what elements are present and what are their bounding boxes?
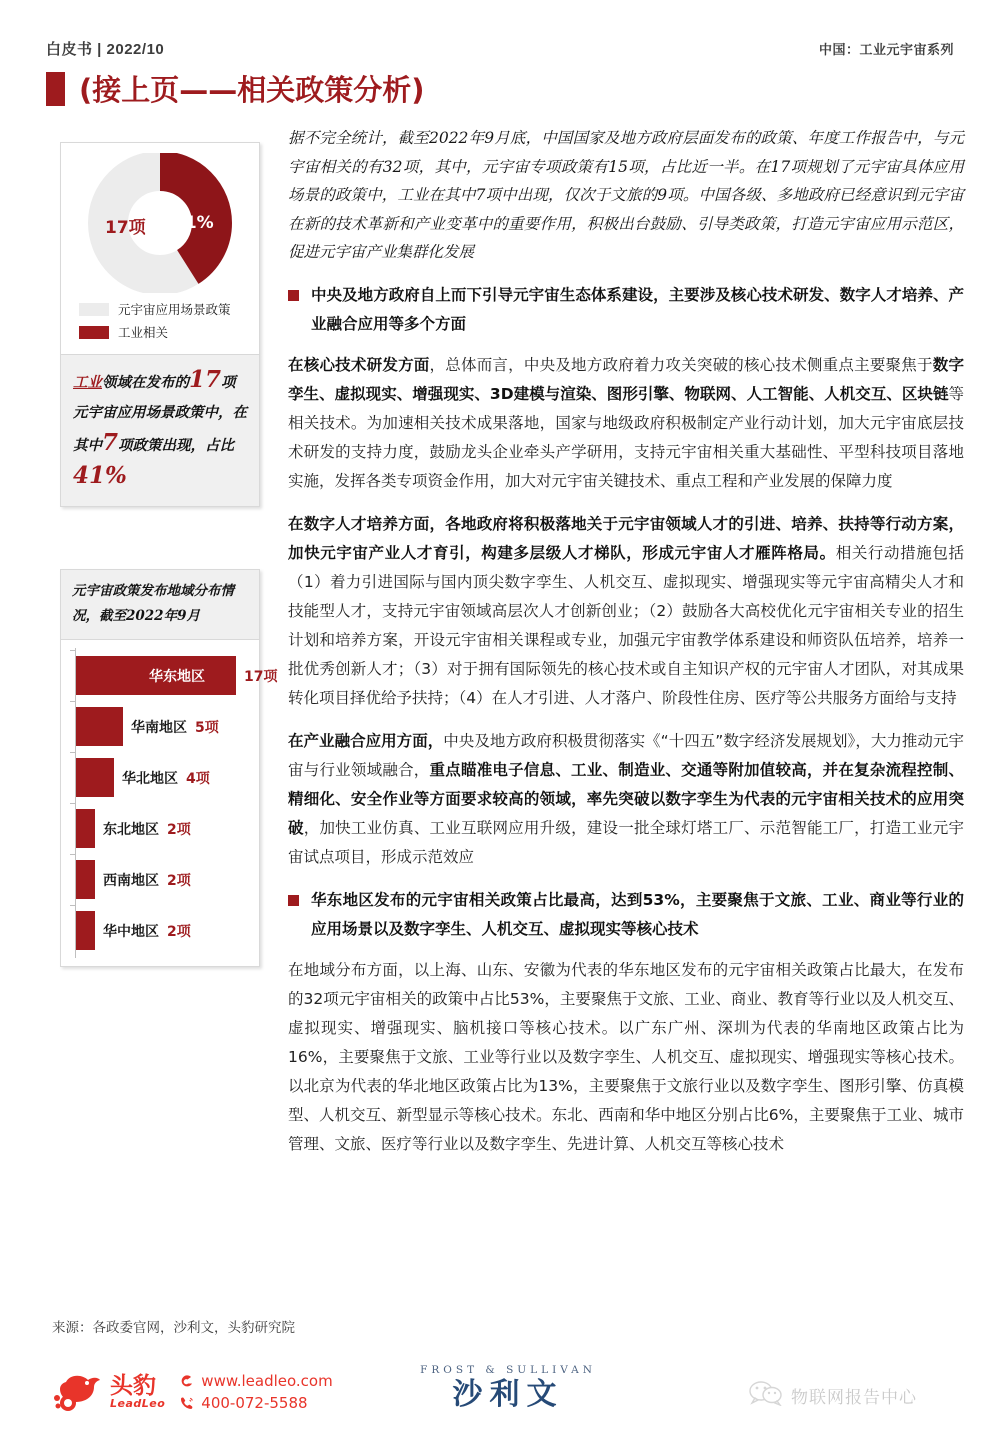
- bar-chart-card: [60, 569, 278, 967]
- legend-swatch-red-icon: [79, 326, 109, 339]
- callout-text-2: 项元宇宙应用场景政策中，在其中: [73, 374, 247, 454]
- donut-chart: [69, 153, 251, 295]
- leadleo-contact: [177, 1370, 332, 1414]
- page-footer: [0, 1360, 1000, 1440]
- leadleo-name: [110, 1372, 166, 1410]
- legend-item-industry: [79, 323, 251, 341]
- phone-icon: [177, 1394, 196, 1413]
- para1-tail: 等相关技术。为加速相关技术成果落地，国家与地级政府积极制定产业行动计划，加大元宇宙底层技术研发的支持力度，鼓励龙头企业牵头产学研用，支持元宇宙相关重大基础性、平型科技项目落地实施，发挥各类专项资金作用，加大对元宇宙关键技术、重点工程和产业发展的保障力度: [288, 384, 964, 490]
- para2-tail: 相关行动措施包括（1）着力引进国际与国内顶尖数字孪生、人机交互、虚拟现实、增强现实等元宇宙高精尖人才和技能型人才，支持元宇宙领域高层次人才创新创业；（2）鼓励各大高校优化元宇宙相关专业的招生计划和培养方案，开设元宇宙相关课程或专业，加强元宇宙教学体系建设和师资队伍培养，培养一批优秀创新人才；（3）对于拥有国际领先的核心技术或自主知识产权的元宇宙人才团队，对其成果转化项目择优给予扶持；（4）在人才引进、人才落户、阶段性住房、医疗等公共服务方面给与支持: [288, 543, 964, 707]
- bar-xinan: [76, 860, 95, 899]
- para1-bold-techlist: 数字孪生、虚拟现实、增强现实、3D建模与渲染、图形引擎、物联网、人工智能、人机交互、区块链: [288, 355, 964, 403]
- para2-bold-lead: 在数字人才培养方面，各地政府将积极落地关于元宇宙领域人才的引进、培养、扶持等行动方案，加快元宇宙产业人才育引，构建多层级人才梯队，形成元宇宙人才雁阵格局。: [288, 514, 964, 562]
- title-bar-marker: [46, 72, 65, 106]
- wechat-account-name: 物联网报告中心: [791, 1388, 917, 1408]
- wechat-icon: [748, 1380, 784, 1411]
- bar-huazhong: [76, 911, 95, 950]
- legend-label-scene-policy: 元宇宙应用场景政策: [118, 302, 231, 317]
- leadleo-name-cn: 头豹: [110, 1372, 156, 1399]
- para3-tail: ，加快工业仿真、工业互联网应用升级，建设一批全球灯塔工厂、示范智能工厂，打造工业元宇宙试点项目，形成示范效应: [288, 818, 964, 866]
- leadleo-phone-line: [177, 1392, 332, 1414]
- bar-huanan: [76, 707, 123, 746]
- bullet-square-icon: [288, 895, 299, 906]
- bar-row-huadong: [61, 650, 278, 701]
- main-content-column: [288, 124, 964, 1173]
- bar-value-xinan: 2项: [167, 872, 191, 889]
- source-note: 来源：各政委官网，沙利文，头豹研究院: [52, 1320, 295, 1336]
- bar-chart-body: [61, 640, 278, 966]
- para3-bold-lead: 在产业融合应用方面，: [288, 731, 444, 750]
- leadleo-leopard-logo-icon: [52, 1372, 104, 1412]
- globe-icon: [177, 1372, 196, 1391]
- bullet-item-1: [288, 281, 964, 339]
- leadleo-name-en: LeadLeo: [110, 1396, 166, 1410]
- para3-mid: 中央及地方政府积极贯彻落实《“十四五”数字经济发展规划》，大力推动元宇宙与行业领域融合，: [288, 731, 964, 779]
- para3-bold-focus: 重点瞄准电子信息、工业、制造业、交通等附加值较高，并在复杂流程控制、精细化、安全作业等方面要求较高的领域，率先突破以数字孪生为代表的元宇宙相关技术的应用突破: [288, 760, 964, 837]
- paragraph-industry-fusion: [288, 727, 964, 872]
- donut-center-label: 17项: [105, 218, 146, 238]
- frost-sullivan-name-en: FROST & SULLIVAN: [420, 1364, 596, 1376]
- donut-chart-svg: [69, 153, 251, 293]
- callout-text-1: 领域在发布的: [102, 374, 189, 391]
- bullet-item-2: [288, 886, 964, 944]
- callout-text-3: 项政策出现，占比: [118, 437, 235, 454]
- bar-value-huadong: 17项: [244, 668, 278, 685]
- paragraph-core-tech: [288, 351, 964, 496]
- lead-paragraph: 据不完全统计，截至2022年9月底，中国国家及地方政府层面发布的政策、年度工作报告中，与元宇宙相关的有32项，其中，元宇宙专项政策有15项，占比近一半。在17项规划了元宇宙具体应用场景的政策中，工业在其中7项中出现，仅次于文旅的9项。中国各级、多地政府已经意识到元宇宙在新的技术革新和产业变革中的重要作用，积极出台鼓励、引导类政策，打造元宇宙应用示范区，促进元宇宙产业集群化发展: [288, 129, 964, 261]
- bar-value-huabei: 4项: [186, 770, 210, 787]
- leadleo-branding: [52, 1370, 333, 1414]
- bar-row-xinan: [61, 854, 259, 905]
- page-title-text: (接上页——相关政策分析): [79, 73, 425, 107]
- callout-underlined-term: 工业: [73, 374, 102, 391]
- header-right-label: 中国：工业元宇宙系列: [818, 42, 954, 57]
- bullet-square-icon: [288, 290, 299, 301]
- bullet-text-2: 华东地区发布的元宇宙相关政策占比最高，达到53%，主要聚焦于文旅、工业、商业等行业的应用场景以及数字孪生、人机交互、虚拟现实等核心技术: [311, 890, 964, 938]
- callout-box: [60, 355, 260, 507]
- page-title: [46, 68, 425, 109]
- bar-label-huadong: 华东地区: [149, 668, 205, 685]
- bar-chart-title: 元宇宙政策发布地域分布情况，截至2022年9月: [61, 570, 259, 640]
- bar-row-huazhong: [61, 905, 259, 956]
- page-header: [46, 38, 954, 59]
- frost-sullivan-branding: [418, 1364, 598, 1414]
- legend-swatch-grey-icon: [79, 303, 109, 316]
- bar-label-dongbei: 东北地区: [103, 821, 159, 838]
- bar-value-dongbei: 2项: [167, 821, 191, 838]
- paragraph-talent: [288, 510, 964, 713]
- para1-mid: ，总体而言，中央及地方政府着力攻关突破的核心技术侧重点主要聚焦于: [429, 355, 933, 374]
- bar-label-huabei: 华北地区: [122, 770, 178, 787]
- para1-bold-lead: 在核心技术研发方面: [288, 355, 430, 374]
- paragraph-region-distribution: 在地域分布方面，以上海、山东、安徽为代表的华东地区发布的元宇宙相关政策占比最大，在发布的32项元宇宙相关的政策中占比53%，主要聚焦于文旅、工业、商业、教育等行业以及人机交互、虚拟现实、增强现实、脑机接口等核心技术。以广东广州、深圳为代表的华南地区政策占比为16%，主要聚焦于文旅、工业等行业以及数字孪生、人机交互、虚拟现实、增强现实等核心技术。以北京为代表的华北地区政策占比为13%，主要聚焦于文旅行业以及数字孪生、图形引擎、仿真模型、人机交互、新型显示等核心技术。东北、西南和华中地区分别占比6%，主要聚焦于工业、城市管理、文旅、医疗等行业以及数字孪生、先进计算、人机交互等核心技术: [288, 960, 964, 1153]
- legend-item-scene-policy: [79, 300, 251, 318]
- leadleo-website-line: [177, 1370, 332, 1392]
- wechat-account-mark: [748, 1380, 917, 1411]
- bar-value-huanan: 5项: [195, 719, 219, 736]
- bullet-text-1: 中央及地方政府自上而下引导元宇宙生态体系建设，主要涉及核心技术研发、数字人才培养、产业融合应用等多个方面: [311, 285, 964, 333]
- bar-dongbei: [76, 809, 95, 848]
- callout-number-41pct: 41%: [73, 462, 127, 489]
- bar-huabei: [76, 758, 114, 797]
- bar-label-xinan: 西南地区: [103, 872, 159, 889]
- bar-row-dongbei: [61, 803, 259, 854]
- callout-number-17: 17: [189, 366, 222, 393]
- legend-label-industry: 工业相关: [118, 325, 169, 340]
- donut-chart-card: [60, 142, 260, 355]
- leadleo-phone-text: 400-072-5588: [201, 1394, 308, 1412]
- donut-legend: [79, 300, 251, 341]
- left-column: [60, 142, 278, 967]
- leadleo-website-text[interactable]: www.leadleo.com: [201, 1372, 333, 1390]
- donut-arc-label: 41%: [173, 213, 214, 233]
- bar-row-huabei: [61, 752, 259, 803]
- frost-sullivan-name-cn: 沙利文: [452, 1377, 564, 1412]
- callout-number-7: 7: [102, 429, 119, 456]
- bar-label-huanan: 华南地区: [131, 719, 187, 736]
- header-left-label: 白皮书 | 2022/10: [46, 41, 165, 58]
- bar-value-huazhong: 2项: [167, 923, 191, 940]
- bar-label-huazhong: 华中地区: [103, 923, 159, 940]
- bar-row-huanan: [61, 701, 259, 752]
